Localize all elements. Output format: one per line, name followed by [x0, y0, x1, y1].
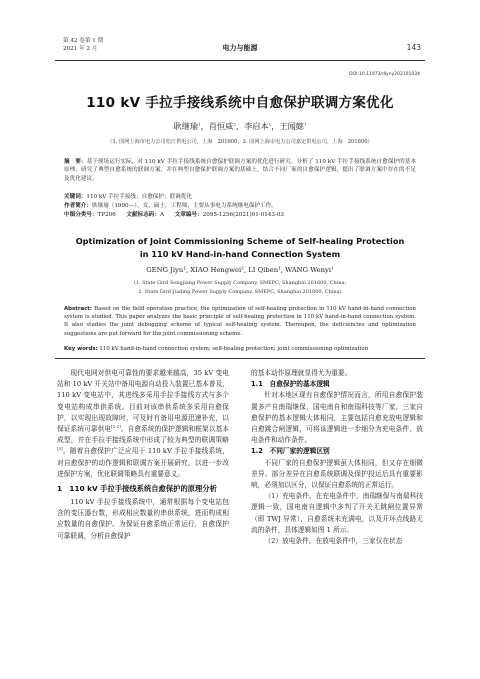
article-number-label: 文章编号： [174, 212, 203, 218]
abstract-label: 摘 要： [64, 159, 87, 165]
affiliation-english [0, 279, 480, 297]
author-name: 肖恒威 [208, 121, 234, 131]
keywords-chinese [64, 193, 416, 201]
author-affil-mark: 1 [304, 121, 307, 127]
author-affil-mark: 2 [233, 121, 236, 127]
doc-code-label: 文献标志码： [126, 212, 160, 218]
keywords-label: 关键词： [64, 194, 87, 200]
author-bio-label: 作者简介： [64, 203, 92, 209]
abstract-text: 基于现场运行实际，对 110 kV 手拉手接线系统自愈保护联调方案的优化进行研究。分析了 110 kV 手拉手接线系统自愈保护的基本原理，研究了典型自愈系统的联调方案，并在典型自愈保护联调方案的基础上，结合不同厂家的自愈保护逻辑，提出了联调方案中存在的不足及优化建议。 [64, 159, 416, 182]
subsection-heading: 1.2 不同厂家的逻辑区别 [251, 447, 330, 456]
subsection-paragraph: 针对本地区现有自愈保护情况而言，所用自愈保护装置多产自南瑞继保，国电南自和南瑞科技等厂家。三家自愈保护的基本逻辑大体相同，主要包括自愈充放电逻辑和自愈跳合闸逻辑，可将该逻辑进一步细分为充电条件、放电条件和动作条件。 [251, 391, 423, 445]
author-name: 李启本 [244, 121, 269, 131]
title-english-line: Optimization of Joint Commissioning Scheme of Self-healing Protection [75, 236, 405, 246]
author-name: 王闻懿 [279, 121, 304, 131]
abstract-english [64, 305, 416, 338]
title-english [0, 235, 480, 260]
volume-text: 第 42 卷第 1 期 [63, 38, 104, 44]
author-bio [64, 202, 416, 210]
section-heading: 1 110 kV 手拉手接线系统自愈保护的原理分析 [57, 484, 217, 494]
continued-paragraph: 的基本动作原理就显得尤为重要。 [251, 369, 352, 377]
paragraph-text: 。随着自愈保护广泛应用于 110 kV 手拉手接线系统，对自愈保护的动作逻辑和联调方案开展研究，以进一步改进保护方案，优化联调策略具有重要意义。 [57, 447, 229, 478]
list-paragraph: （2）放电条件。在放电条件中，三家仅在状态 [264, 537, 403, 546]
clc-value: TP206 [97, 212, 116, 218]
affiliation-chinese: （1. 国网上海市电力公司松江供电公司，上海 201600；2. 国网上海市电力公司嘉定供电公司，上海 201800） [107, 139, 373, 145]
authors-chinese: 耿继瑜$^1$，肖恒威$^2$，李启本$^1$，王闻懿$^1$ [173, 121, 307, 131]
doc-code-value: A [160, 212, 165, 218]
affiliation-english-line: (1. State Gird Songjiang Power Supply Company, SMEPC, Shanghai 201600, China; [133, 280, 347, 286]
article-number-value: 2095-1256(2021)01-0143-03 [202, 212, 284, 218]
page-number: 143 [406, 43, 421, 52]
affiliation-english-line: 2. State Gird Jiading Power Supply Company, SMEPC, Shanghai 201800, China) [138, 289, 342, 295]
intro-paragraph [57, 368, 229, 480]
abstract-english-label: Abstract: [64, 306, 93, 312]
citation: [3] [57, 446, 63, 452]
author-affil-mark: 1 [198, 121, 201, 127]
doi: DOI:10.11973/dlyny202101034 [349, 72, 420, 77]
journal-name: 电力与能源 [222, 44, 258, 52]
citation: [1-2] [111, 423, 121, 429]
body-column-right [251, 368, 423, 547]
section-paragraph: 110 kV 手拉手接线系统中，通常根据每个变电站包含的变压器台数，形成相应数量的串供系统，进而构成相应数量的自愈保护。为保证自愈系统正常运行，自愈保护可靠联调，分析自愈保护 [57, 498, 229, 540]
subsection-heading: 1.1 自愈保护的基本逻辑 [251, 380, 330, 389]
paragraph-text: 。自愈系统的保护逻辑和框架以基本成型，并在手拉手接线系统中形成了较为典型的联调策略 [57, 425, 230, 445]
divider [55, 358, 425, 359]
abstract-chinese [64, 158, 416, 183]
running-header [55, 38, 425, 61]
subsection-paragraph: 不同厂家的自愈保护逻辑虽大体相同，但又存在细微差异。部分差异在自愈系统联调及保护投运后具有重要影响，必须加以区分，以保证自愈系统的正常运行。 [251, 458, 423, 490]
classification-ids [64, 211, 416, 219]
list-paragraph: （1）充电条件。在充电条件中，南瑞继保与南瑞科技逻辑一致，国电南自逻辑中多判了开关无跳闸位置异常（即 TWJ 异常），自愈系统未充满电，以及开环点线路无流的条件，具体逻辑如图 1 所示。 [251, 492, 423, 534]
paragraph-text: 现代电网对供电可靠性的要求越来越高，35 kV 变电站和 10 kV 开关站中备用电源自动投入装置已基本普及，110 kV 变电站中，其进线多采用手拉手接线方式与多个变电站构成串供系统。目前对该串供系统多采用自愈保护，以实现出现故障时，可及时有备用电源迅速补充，以保证系统可靠供电 [57, 369, 229, 434]
author-bio-text: 耿继瑜（1990—），女，硕士，工程师，主要从事电力系统继电保护工作。 [91, 203, 277, 209]
title-english-line: in 110 kV Hand-in-hand Connection System [139, 248, 341, 259]
authors-english: GENG Jiyu¹, XIAO Hengwei², LI Qiben¹, WANG Wenyi¹ [146, 266, 334, 274]
author-affil-mark: 1 [268, 121, 272, 127]
abstract-english-text: Based on the field operation practice, the optimization of self-healing protection in 110 kV hand-in-hand connection system is studied. This paper analyzes the basic principle of self-healing protection in 110 kV hand-in-hand connection system. It also studies the joint debugging scheme of typical self-healing system. Thereupon, the deficiencies and optimization suggestions are put forward for the joint commissioning scheme. [64, 306, 416, 337]
clc-label: 中图分类号： [64, 212, 98, 218]
keywords-text: 110 kV 手拉手接线；自愈保护；联调优化 [86, 194, 192, 200]
body-column-left [57, 368, 229, 542]
keywords-english [64, 345, 416, 353]
issue-date: 2021 年 2 月 [63, 45, 98, 52]
title-chinese: 110 kV 手拉手接线系统中自愈保护联调方案优化 [86, 95, 394, 111]
keywords-english-text: 110 kV hand-in-hand connection system; self-healing protection; joint commissioning optimization [99, 346, 369, 352]
keywords-english-label: Key words: [64, 346, 98, 352]
author-name: 耿继瑜 [173, 121, 199, 131]
